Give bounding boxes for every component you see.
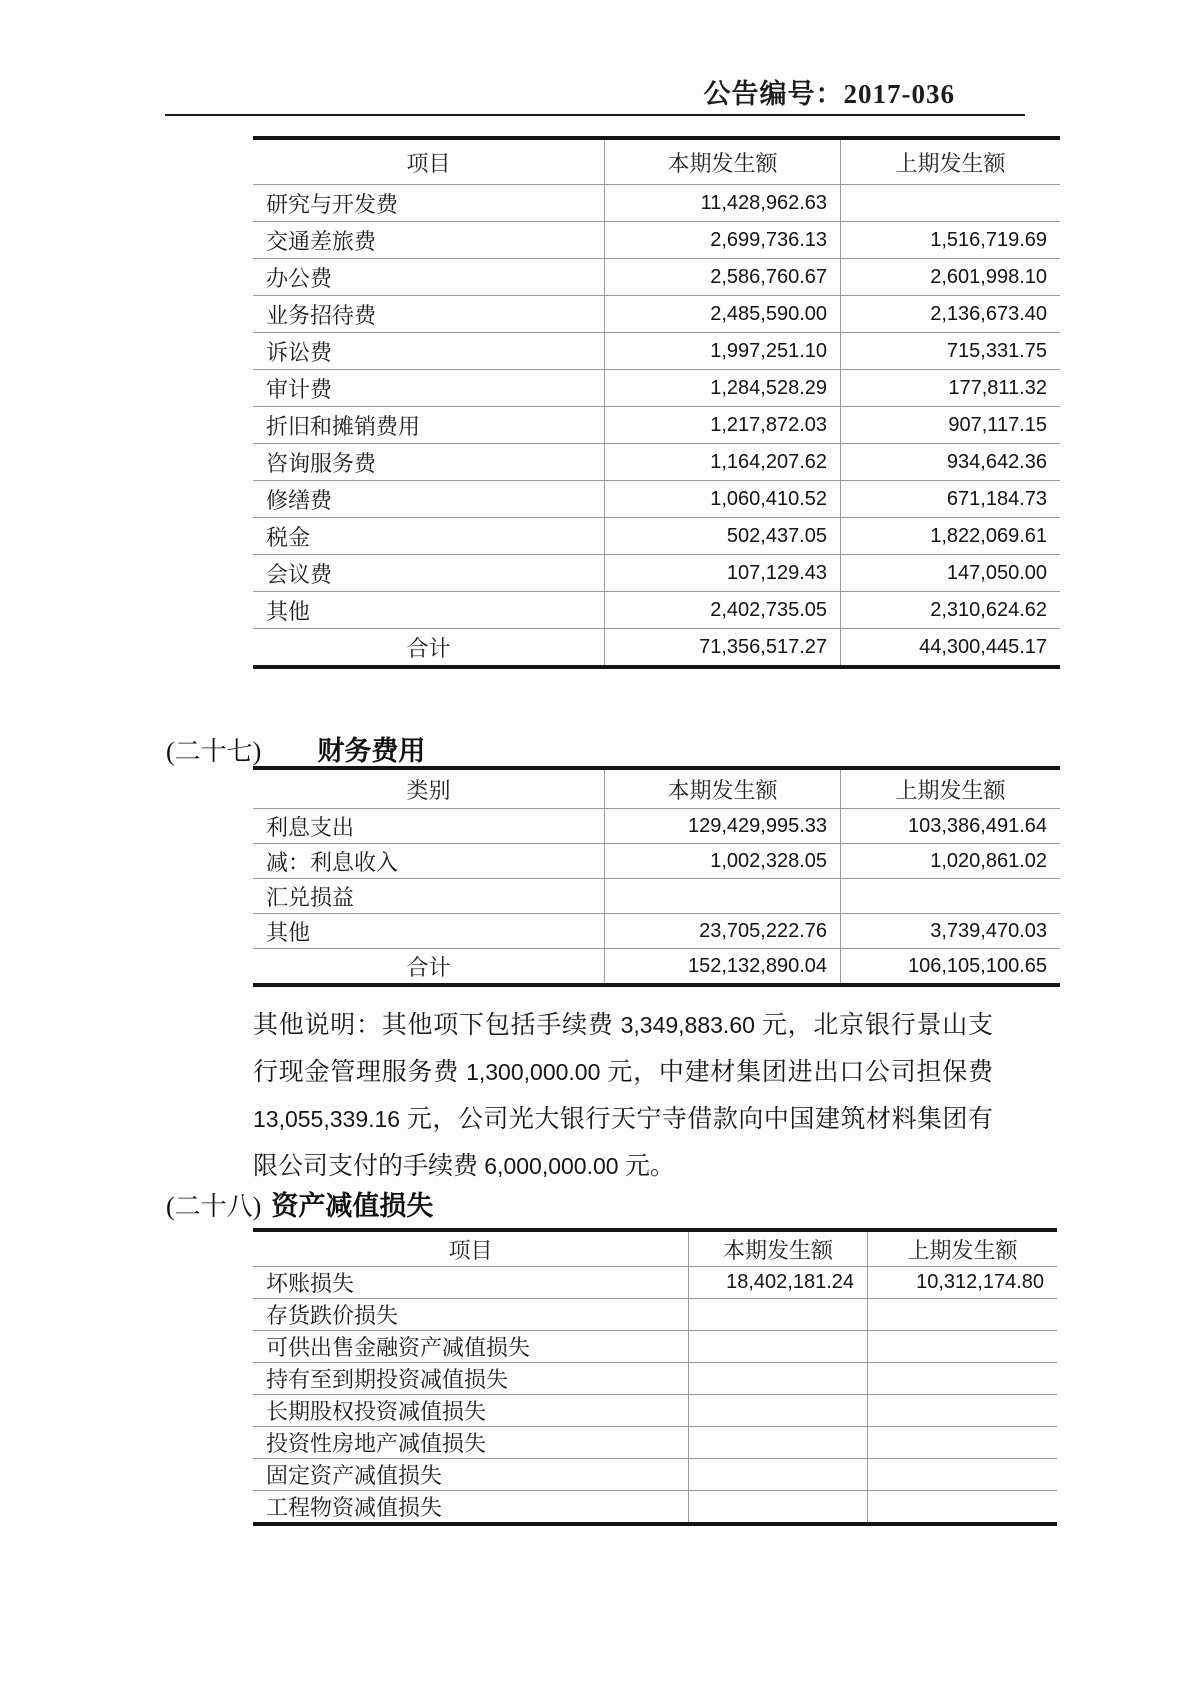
- amount-cell: 3,739,470.03: [840, 914, 1060, 948]
- amount-cell: 1,516,719.69: [840, 222, 1060, 258]
- note-text: 元，中建材集团进出口公司担保费: [600, 1059, 993, 1086]
- row-label: 折旧和摊销费用: [266, 413, 421, 439]
- table-row: [253, 1298, 1057, 1330]
- table-row: [253, 1266, 1057, 1298]
- section-28-heading: [166, 1184, 433, 1223]
- table-row: [253, 591, 1060, 628]
- amount-cell: [840, 879, 1060, 913]
- row-label: 审计费: [266, 376, 333, 402]
- asset-impairment-table: [253, 1228, 1057, 1526]
- table-row: [253, 808, 1060, 843]
- column-header: 项目: [406, 150, 451, 176]
- amount-cell: 1,002,328.05: [604, 844, 840, 878]
- row-label: 修缮费: [266, 487, 333, 513]
- section-28-number: (二十八): [166, 1192, 262, 1221]
- table-row: [253, 843, 1060, 878]
- amount-cell: [840, 185, 1060, 221]
- row-label: 办公费: [266, 265, 333, 291]
- amount-cell: 107,129.43: [604, 555, 840, 591]
- row-label: 合计: [406, 954, 451, 980]
- row-label: 交通差旅费: [266, 228, 377, 254]
- amount-cell: [688, 1459, 867, 1490]
- amount-cell: 2,402,735.05: [604, 592, 840, 628]
- row-label: 投资性房地产减值损失: [266, 1431, 487, 1456]
- column-header: 本期发生额: [604, 770, 840, 808]
- column-header: 项目: [448, 1237, 493, 1263]
- row-label: 诉讼费: [266, 339, 333, 365]
- amount-cell: 44,300,445.17: [840, 629, 1060, 665]
- amount-cell: 934,642.36: [840, 444, 1060, 480]
- amount-cell: 671,184.73: [840, 481, 1060, 517]
- amount-cell: 2,485,590.00: [604, 296, 840, 332]
- amount-cell: 2,699,736.13: [604, 222, 840, 258]
- amount-cell: [604, 879, 840, 913]
- amount-cell: 11,428,962.63: [604, 185, 840, 221]
- note-amount: 3,349,883.60: [620, 1012, 755, 1038]
- row-label: 研究与开发费: [266, 191, 399, 217]
- amount-cell: 1,284,528.29: [604, 370, 840, 406]
- amount-cell: 103,386,491.64: [840, 809, 1060, 843]
- amount-cell: 2,310,624.62: [840, 592, 1060, 628]
- amount-cell: 1,164,207.62: [604, 444, 840, 480]
- table-row: [253, 948, 1060, 983]
- amount-cell: 2,586,760.67: [604, 259, 840, 295]
- amount-cell: 502,437.05: [604, 518, 840, 554]
- column-header: 上期发生额: [867, 1232, 1057, 1266]
- row-label: 合计: [406, 635, 451, 661]
- row-label: 持有至到期投资减值损失: [266, 1367, 509, 1392]
- amount-cell: 2,601,998.10: [840, 259, 1060, 295]
- note-text: 元，北京银行景山支行现金管理服务费: [253, 1012, 993, 1086]
- note-text: 其他说明：其他项下包括手续费: [253, 1012, 621, 1039]
- row-label: 存货跌价损失: [266, 1303, 399, 1328]
- amount-cell: [867, 1395, 1057, 1426]
- amount-cell: 1,217,872.03: [604, 407, 840, 443]
- row-label: 其他: [266, 598, 311, 624]
- row-label: 税金: [266, 524, 311, 550]
- table-row: [253, 221, 1060, 258]
- table-header-row: [253, 1232, 1057, 1266]
- amount-cell: 2,136,673.40: [840, 296, 1060, 332]
- table-row: [253, 554, 1060, 591]
- table-row: [253, 878, 1060, 913]
- table-row: [253, 295, 1060, 332]
- amount-cell: [688, 1395, 867, 1426]
- amount-cell: 1,822,069.61: [840, 518, 1060, 554]
- row-label: 坏账损失: [266, 1271, 355, 1296]
- section-27-title: 财务费用: [317, 736, 426, 766]
- row-label: 工程物资减值损失: [266, 1495, 443, 1520]
- expense-items-table: [253, 136, 1060, 669]
- table-row: [253, 369, 1060, 406]
- table-row: [253, 332, 1060, 369]
- amount-cell: 106,105,100.65: [840, 949, 1060, 983]
- amount-cell: 715,331.75: [840, 333, 1060, 369]
- table-row: [253, 1362, 1057, 1394]
- header-divider: [165, 114, 1025, 116]
- note-text: 元。: [618, 1153, 675, 1180]
- amount-cell: 71,356,517.27: [604, 629, 840, 665]
- row-label: 长期股权投资减值损失: [266, 1399, 487, 1424]
- column-header: 上期发生额: [840, 140, 1060, 184]
- amount-cell: 152,132,890.04: [604, 949, 840, 983]
- table-row: [253, 443, 1060, 480]
- table-header-row: [253, 140, 1060, 184]
- table-row: [253, 1330, 1057, 1362]
- amount-cell: [867, 1299, 1057, 1330]
- amount-cell: 129,429,995.33: [604, 809, 840, 843]
- note-amount: 1,300,000.00: [466, 1059, 601, 1085]
- financial-expenses-table: [253, 766, 1060, 987]
- row-label: 其他: [266, 919, 311, 945]
- amount-cell: [867, 1427, 1057, 1458]
- announcement-number: 公告编号：2017-036: [703, 79, 955, 109]
- table-row: [253, 184, 1060, 221]
- column-header: 本期发生额: [604, 140, 840, 184]
- row-label: 可供出售金融资产减值损失: [266, 1335, 531, 1360]
- amount-cell: [867, 1491, 1057, 1522]
- amount-cell: [867, 1459, 1057, 1490]
- amount-cell: 1,997,251.10: [604, 333, 840, 369]
- table-row: [253, 406, 1060, 443]
- row-label: 汇兑损益: [266, 884, 355, 910]
- table-row: [253, 1458, 1057, 1490]
- amount-cell: 1,020,861.02: [840, 844, 1060, 878]
- table-header-row: [253, 770, 1060, 808]
- table-row: [253, 913, 1060, 948]
- amount-cell: [867, 1331, 1057, 1362]
- amount-cell: [688, 1491, 867, 1522]
- column-header: 类别: [406, 777, 451, 803]
- amount-cell: [688, 1363, 867, 1394]
- note-amount: 13,055,339.16: [253, 1106, 401, 1132]
- column-header: 本期发生额: [688, 1232, 867, 1266]
- amount-cell: 1,060,410.52: [604, 481, 840, 517]
- amount-cell: 10,312,174.80: [867, 1267, 1057, 1298]
- table-row: [253, 628, 1060, 665]
- section-27-heading: [166, 729, 425, 768]
- table-row: [253, 480, 1060, 517]
- amount-cell: [867, 1363, 1057, 1394]
- amount-cell: [688, 1427, 867, 1458]
- section-28-title: 资产减值损失: [271, 1191, 434, 1221]
- amount-cell: 23,705,222.76: [604, 914, 840, 948]
- row-label: 固定资产减值损失: [266, 1463, 443, 1488]
- note-text: 元，公司光大银行天宁寺借款向中国建筑材料集团有限公司支付的手续费: [253, 1106, 993, 1180]
- note-amount: 6,000,000.00: [484, 1153, 619, 1179]
- row-label: 利息支出: [266, 814, 355, 840]
- section-27-number: (二十七): [166, 737, 262, 766]
- amount-cell: 147,050.00: [840, 555, 1060, 591]
- amount-cell: 907,117.15: [840, 407, 1060, 443]
- column-header: 上期发生额: [840, 770, 1060, 808]
- table-row: [253, 517, 1060, 554]
- table-row: [253, 1490, 1057, 1522]
- row-label: 业务招待费: [266, 302, 377, 328]
- amount-cell: 18,402,181.24: [688, 1267, 867, 1298]
- row-label: 减：利息收入: [266, 849, 399, 875]
- table-row: [253, 1394, 1057, 1426]
- table-row: [253, 1426, 1057, 1458]
- row-label: 会议费: [266, 561, 333, 587]
- amount-cell: [688, 1299, 867, 1330]
- row-label: 咨询服务费: [266, 450, 377, 476]
- amount-cell: 177,811.32: [840, 370, 1060, 406]
- other-note: [253, 1002, 993, 1190]
- amount-cell: [688, 1331, 867, 1362]
- table-row: [253, 258, 1060, 295]
